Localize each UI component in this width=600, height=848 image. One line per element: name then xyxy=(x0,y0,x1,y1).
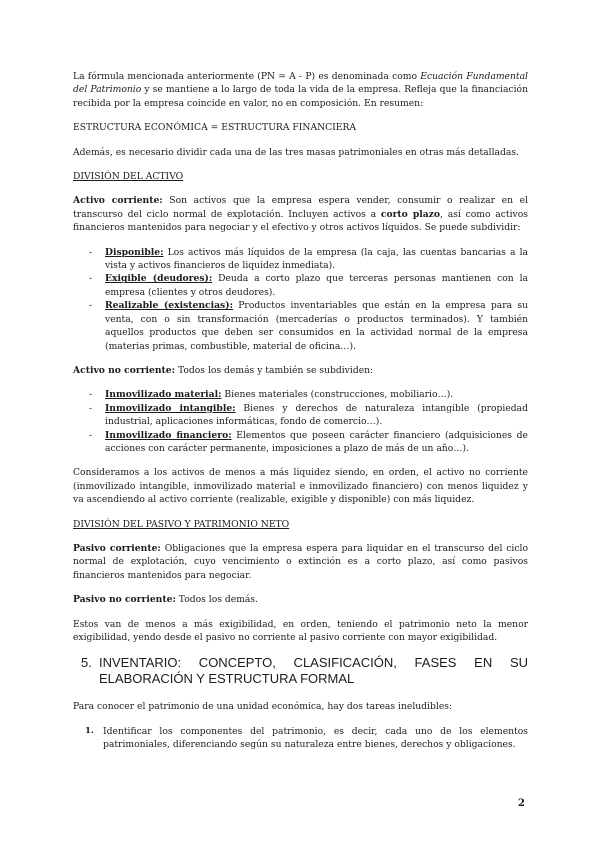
list-item: - Disponible: Los activos más líquidos de la empresa (la caja, las cuentas bancarias a la vista y activos financieros de liquidez inmediata). xyxy=(91,246,528,273)
list-item: - Realizable (existencias): Productos inventariables que están en la empresa para su venta, con o sin transformación (mercaderías o productos terminados). Y también aquellos productos que deben ser consumidos en la actividad normal de la empresa (materias primas, combustible, material de oficina…). xyxy=(91,299,528,353)
section-5-heading xyxy=(81,655,528,687)
pasivo-no-corriente-paragraph: Pasivo no corriente: Todos los demás. xyxy=(73,594,259,606)
page-number: 2 xyxy=(518,798,525,809)
page-content xyxy=(73,70,528,752)
intro-paragraph: La fórmula mencionada anteriormente (PN = A - P) es denominada como Ecuación Fundamental del Patrimonio y se mantiene a lo largo de toda la vida de la empresa. Refleja que la financiación recibida por la empresa coincide en valor, no en composición. En resumen: xyxy=(73,71,528,109)
list-item: - Exigible (deudores): Deuda a corto plazo que terceras personas mantienen con la empresa (clientes y otros deudores). xyxy=(91,272,528,299)
list-item xyxy=(85,725,528,752)
list-item: - Inmovilizado material: Bienes materiales (construcciones, mobiliario…). xyxy=(91,388,528,401)
intro-paragraph-2: Además, es necesario dividir cada una de las tres masas patrimoniales en otras más detalladas. xyxy=(73,146,519,158)
section-5-intro: Para conocer el patrimonio de una unidad económica, hay dos tareas ineludibles: xyxy=(73,701,453,713)
pasivo-corriente-paragraph: Pasivo corriente: Obligaciones que la empresa espera para liquidar en el transcurso del ciclo normal de explotación, cuyo vencimiento o extinción es a corto plazo, así como pasivos financieros mantenidos para negociar. xyxy=(73,542,528,581)
activo-corriente-paragraph: Activo corriente: Son activos que la empresa espera vender, consumir o realizar en el transcurso del ciclo normal de explotación. Incluyen activos a corto plazo, así como activos financieros mantenidos para negociar y el efectivo y otros activos líquidos. Se puede subdividir: xyxy=(73,195,528,234)
section-number: 5. xyxy=(81,655,92,671)
section-heading-activo: DIVISIÓN DEL ACTIVO xyxy=(73,171,184,183)
activo-no-corriente-list xyxy=(91,388,528,455)
pasivo-summary: Estos van de menos a más exigibilidad, en orden, teniendo el patrimonio neto la menor exigibilidad, yendo desde el pasivo no corriente al pasivo corriente con mayor exigibilidad. xyxy=(73,618,528,643)
activo-corriente-list xyxy=(91,246,528,353)
list-text: Identificar los componentes del patrimonio, es decir, cada uno de los elementos patrimoniales, diferenciando según su naturaleza entre bienes, derechos y obligaciones. xyxy=(103,725,528,751)
list-item: - Inmovilizado intangible: Bienes y derechos de naturaleza intangible (propiedad industrial, aplicaciones informáticas, fondo de comercio…). xyxy=(91,402,528,429)
activo-no-corriente-paragraph: Activo no corriente: Todos los demás y también se subdividen: xyxy=(73,364,374,376)
tasks-list xyxy=(85,725,528,752)
equation-line: ESTRUCTURA ECONÓMICA = ESTRUCTURA FINANCIERA xyxy=(73,122,357,134)
emphasis-term: Ecuación Fundamental del Patrimonio xyxy=(73,71,528,96)
list-item: - Inmovilizado financiero: Elementos que poseen carácter financiero (adquisiciones de acciones con carácter permanente, imposiciones a plazo de más de un año…). xyxy=(91,429,528,456)
section-title: INVENTARIO: CONCEPTO, CLASIFICACIÓN, FASES EN SU ELABORACIÓN Y ESTRUCTURA FORMAL xyxy=(99,655,528,687)
activo-summary: Consideramos a los activos de menos a más liquidez siendo, en orden, el activo no corriente (inmovilizado intangible, inmovilizado material e inmovilizado financiero) con menos liquidez y va ascendiendo al activo corriente (realizable, exigible y disponible) con más liquidez. xyxy=(73,467,528,506)
section-heading-pasivo: DIVISIÓN DEL PASIVO Y PATRIMONIO NETO xyxy=(73,518,290,530)
list-number: 1. xyxy=(85,725,94,736)
